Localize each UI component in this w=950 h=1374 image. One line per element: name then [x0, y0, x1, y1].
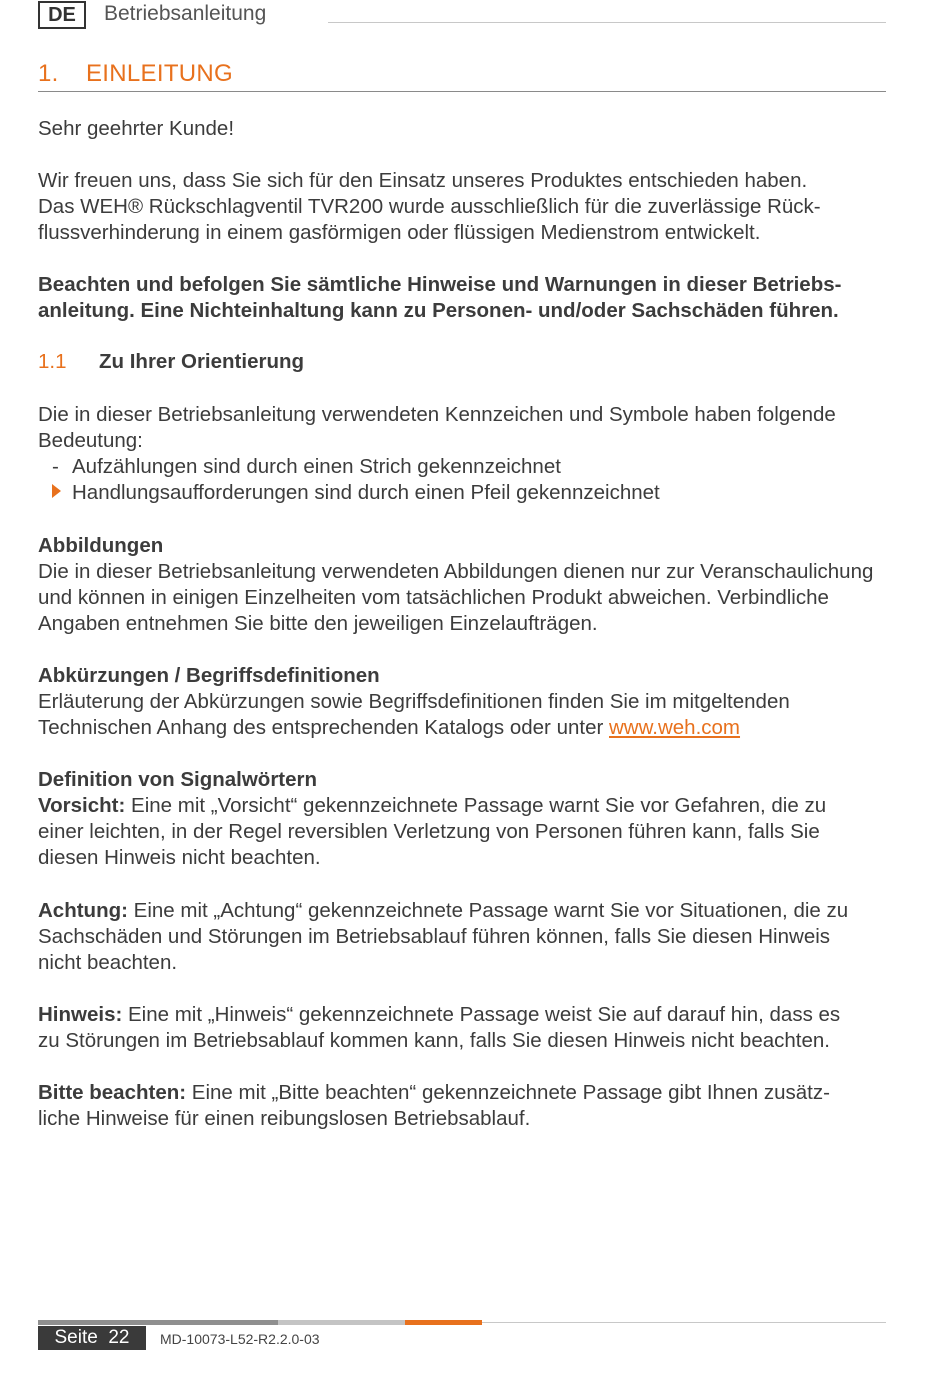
document-type: Betriebsanleitung	[104, 2, 267, 25]
warning-line: anleitung. Eine Nichteinhaltung kann zu Personen- und/oder Sachschäden führen.	[38, 299, 839, 322]
signal-words-heading: Definition von Signalwörtern	[38, 768, 318, 791]
caution-line: diesen Hinweis nicht beachten.	[38, 846, 321, 869]
list-item-dash	[52, 454, 561, 480]
intro-line: Wir freuen uns, dass Sie sich für den Einsatz unseres Produktes entschieden haben.	[38, 169, 808, 192]
please-note-line	[38, 1080, 898, 1106]
abbreviations-block	[38, 663, 898, 741]
attention-label: Achtung:	[38, 899, 128, 922]
arrow-right-icon	[52, 484, 61, 498]
warning-line: Beachten und befolgen Sie sämtliche Hinweise und Warnungen in dieser Betriebs-	[38, 273, 842, 296]
signal-words-please-note	[38, 1080, 898, 1132]
abbreviations-heading: Abkürzungen / Begriffsdefinitionen	[38, 664, 380, 687]
chapter-title: EINLEITUNG	[86, 60, 234, 87]
attention-line	[38, 898, 898, 924]
caution-line: einer leichten, in der Regel reversiblen Verletzung von Personen führen kann, falls Sie	[38, 820, 820, 843]
footer-bar-segment	[278, 1320, 405, 1325]
footer-bar-segment	[38, 1320, 278, 1325]
language-badge: DE	[38, 1, 86, 29]
abbreviations-line: Erläuterung der Abkürzungen sowie Begriffsdefinitionen finden Sie im mitgeltenden	[38, 690, 790, 713]
chapter-rule	[38, 91, 886, 92]
caution-line	[38, 793, 898, 819]
note-line	[38, 1002, 898, 1028]
dash-marker: -	[52, 455, 59, 478]
orientation-line: Bedeutung:	[38, 429, 143, 452]
caution-text: Eine mit „Vorsicht“ gekennzeichnete Passage warnt Sie vor Gefahren, die zu	[125, 794, 827, 817]
section-title: Zu Ihrer Orientierung	[99, 350, 305, 373]
figures-line: und können in einigen Einzelheiten vom tatsächlichen Produkt abweichen. Verbindliche	[38, 586, 829, 609]
intro-line: Das WEH® Rückschlagventil TVR200 wurde ausschließlich für die zuverlässige Rück-	[38, 195, 821, 218]
section-number: 1.1	[38, 350, 67, 373]
list-item-arrow	[52, 480, 660, 506]
document-code: MD-10073-L52-R2.2.0-03	[160, 1331, 320, 1347]
header-rule	[328, 22, 886, 23]
chapter-number: 1.	[38, 60, 59, 87]
footer-rule	[482, 1322, 886, 1323]
orientation-line: Die in dieser Betriebsanleitung verwendeten Kennzeichen und Symbole haben folgende	[38, 403, 836, 426]
abbreviations-line-with-link	[38, 715, 898, 741]
figures-block	[38, 533, 898, 637]
signal-words-note	[38, 1002, 898, 1054]
section-heading	[38, 350, 304, 374]
note-label: Hinweis:	[38, 1003, 123, 1026]
abbreviations-text: Technischen Anhang des entsprechenden Katalogs oder unter	[38, 716, 609, 739]
figures-heading: Abbildungen	[38, 534, 164, 557]
caution-label: Vorsicht:	[38, 794, 126, 817]
note-text: Eine mit „Hinweis“ gekennzeichnete Passage weist Sie auf darauf hin, dass es	[122, 1003, 841, 1026]
intro-line: flussverhinderung in einem gasförmigen oder flüssigen Medienstrom entwickelt.	[38, 221, 761, 244]
list-item-text: Aufzählungen sind durch einen Strich gekennzeichnet	[72, 455, 561, 478]
figures-line: Die in dieser Betriebsanleitung verwendeten Abbildungen dienen nur zur Veranschaulichung	[38, 560, 874, 583]
attention-text: Eine mit „Achtung“ gekennzeichnete Passage warnt Sie vor Situationen, die zu	[127, 899, 849, 922]
intro-paragraph	[38, 168, 898, 246]
please-note-line: liche Hinweise für einen reibungslosen Betriebsablauf.	[38, 1107, 531, 1130]
please-note-label: Bitte beachten:	[38, 1081, 187, 1104]
signal-words-caution	[38, 767, 898, 871]
figures-line: Angaben entnehmen Sie bitte den jeweiligen Einzelaufträgen.	[38, 612, 598, 635]
chapter-heading	[38, 60, 233, 88]
attention-line: Sachschäden und Störungen im Betriebsablauf führen können, falls Sie diesen Hinweis	[38, 925, 831, 948]
signal-words-attention	[38, 898, 898, 976]
greeting: Sehr geehrter Kunde!	[38, 117, 235, 140]
orientation-paragraph	[38, 402, 898, 454]
footer-bar-segment	[405, 1320, 482, 1325]
warning-paragraph	[38, 272, 898, 324]
page-number: Seite 22	[38, 1326, 146, 1350]
note-line: zu Störungen im Betriebsablauf kommen kann, falls Sie diesen Hinweis nicht beachten.	[38, 1029, 830, 1052]
please-note-text: Eine mit „Bitte beachten“ gekennzeichnete Passage gibt Ihnen zusätz-	[186, 1081, 830, 1104]
attention-line: nicht beachten.	[38, 951, 178, 974]
list-item-text: Handlungsaufforderungen sind durch einen Pfeil gekennzeichnet	[72, 481, 660, 504]
weh-website-link[interactable]: www.weh.com	[609, 716, 741, 739]
